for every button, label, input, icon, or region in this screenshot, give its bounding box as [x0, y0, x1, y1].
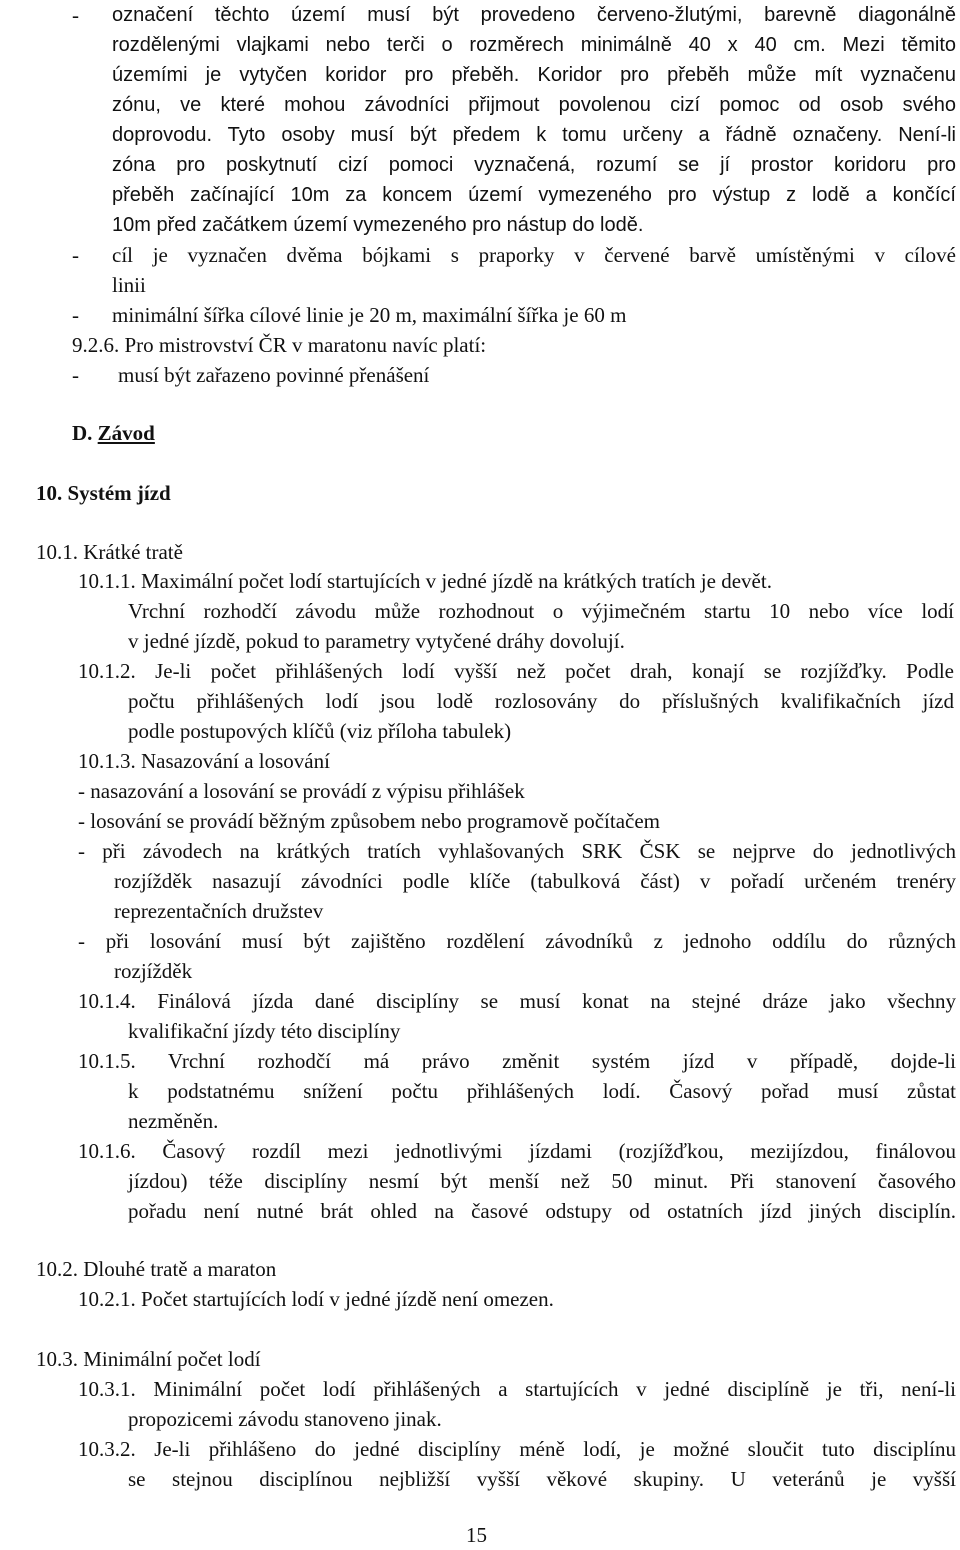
- text-line: - losování se provádí běžným způsobem nebo programově počítačem: [78, 809, 660, 833]
- text-line: jízdou) téže disciplíny nesmí být menší než 50 minut. Při stanovení časového: [128, 1169, 956, 1193]
- text-line: počtu přihlášených lodí jsou lodě rozlosovány do příslušných kvalifikačních jízd: [128, 689, 954, 713]
- text-line: označení těchto území musí být provedeno červeno-žlutými, barevně diagonálně: [112, 4, 956, 26]
- text-line: 10m před začátkem území vymezeného pro nástup do lodě.: [112, 214, 644, 236]
- text-line: minimální šířka cílové linie je 20 m, maximální šířka je 60 m: [112, 303, 627, 327]
- subsection-heading: 10.1. Krátké tratě: [36, 540, 183, 564]
- text-line: podle postupových klíčů (viz příloha tabulek): [128, 719, 512, 743]
- text-line: 10.1.2. Je-li počet přihlášených lodí vyšší než počet drah, konají se rozjížďky. Podle: [78, 659, 954, 683]
- text-line: přeběh začínající 10m za koncem území vymezeného pro výstup z lodě a končící: [112, 184, 956, 206]
- section-title: Závod: [97, 421, 155, 445]
- bullet-dash: -: [72, 243, 79, 267]
- section-prefix: D.: [72, 421, 93, 445]
- text-line: reprezentačních družstev: [114, 899, 324, 923]
- text-line: 10.1.6. Časový rozdíl mezi jednotlivými jízdami (rozjížďkou, mezijízdou, finálovou: [78, 1139, 956, 1163]
- text-line: rozjížděk: [114, 959, 193, 983]
- text-line: 10.3.1. Minimální počet lodí přihlášených a startujících v jedné disciplíně je tři, není-li: [78, 1377, 956, 1401]
- text-line: 10.1.3. Nasazování a losování: [78, 749, 330, 773]
- text-line: propozicemi závodu stanoveno jinak.: [128, 1407, 442, 1431]
- text-line: v jedné jízdě, pokud to parametry vytyčené dráhy dovolují.: [128, 629, 625, 653]
- text-line: rozjížděk nasazují závodníci podle klíče (tabulková část) v pořadí určeném trenéry: [114, 869, 956, 893]
- text-line: 10.1.5. Vrchní rozhodčí má právo změnit systém jízd v případě, dojde-li: [78, 1049, 956, 1073]
- text-line: zóna pro poskytnutí cizí pomoci vyznačená, rozumí se jí prostor koridoru pro: [112, 154, 956, 176]
- text-line: 10.1.4. Finálová jízda dané disciplíny se musí konat na stejné dráze jako všechny: [78, 989, 956, 1013]
- text-line: Vrchní rozhodčí závodu může rozhodnout o výjimečném startu 10 nebo více lodí: [128, 599, 954, 623]
- text-line: nezměněn.: [128, 1109, 219, 1133]
- text-line: - nasazování a losování se provádí z výpisu přihlášek: [78, 779, 525, 803]
- text-line: musí být zařazeno povinné přenášení: [118, 363, 430, 387]
- text-line: linii: [112, 273, 146, 297]
- text-line: - při závodech na krátkých tratích vyhlašovaných SRK ČSK se nejprve do jednotlivých: [78, 839, 956, 863]
- section-heading-d: [72, 418, 155, 448]
- text-line: pořadu není nutné brát ohled na časové odstupy od ostatních jízd jiných disciplín.: [128, 1199, 956, 1223]
- subsection-heading: 9.2.6. Pro mistrovství ČR v maratonu navíc platí:: [72, 333, 487, 357]
- subsection-heading: 10.3. Minimální počet lodí: [36, 1347, 261, 1371]
- text-line: rozdělenými vlajkami nebo terči o rozměrech minimálně 40 x 40 cm. Mezi těmito: [112, 34, 956, 56]
- text-line: kvalifikační jízdy této disciplíny: [128, 1019, 401, 1043]
- text-line: se stejnou disciplínou nejbližší vyšší věkové skupiny. U veteránů je vyšší: [128, 1467, 956, 1491]
- text-line: k podstatnému snížení počtu přihlášených lodí. Časový pořad musí zůstat: [128, 1079, 956, 1103]
- text-line: 10.1.1. Maximální počet lodí startujících v jedné jízdě na krátkých tratích je devět.: [78, 569, 772, 593]
- subsection-heading: 10.2. Dlouhé tratě a maraton: [36, 1257, 277, 1281]
- page-number: 15: [466, 1523, 487, 1547]
- bullet-dash: -: [72, 363, 79, 387]
- bullet-dash: -: [72, 303, 79, 327]
- text-line: - při losování musí být zajištěno rozdělení závodníků z jednoho oddílu do různých: [78, 929, 956, 953]
- text-line: územími je vytyčen koridor pro přeběh. Koridor pro přeběh může mít vyznačenu: [112, 64, 956, 86]
- text-line: doprovodu. Tyto osoby musí být předem k tomu určeny a řádně označeny. Není-li: [112, 124, 956, 146]
- bullet-dash: -: [72, 3, 79, 27]
- section-heading-10: 10. Systém jízd: [36, 481, 171, 505]
- text-line: 10.2.1. Počet startujících lodí v jedné jízdě není omezen.: [78, 1287, 554, 1311]
- text-line: zónu, ve které mohou závodníci přijmout povolenou cizí pomoc od osob svého: [112, 94, 956, 116]
- text-line: cíl je vyznačen dvěma bójkami s praporky v červené barvě umístěnými v cílové: [112, 243, 956, 267]
- text-line: 10.3.2. Je-li přihlášeno do jedné disciplíny méně lodí, je možné sloučit tuto disciplínu: [78, 1437, 956, 1461]
